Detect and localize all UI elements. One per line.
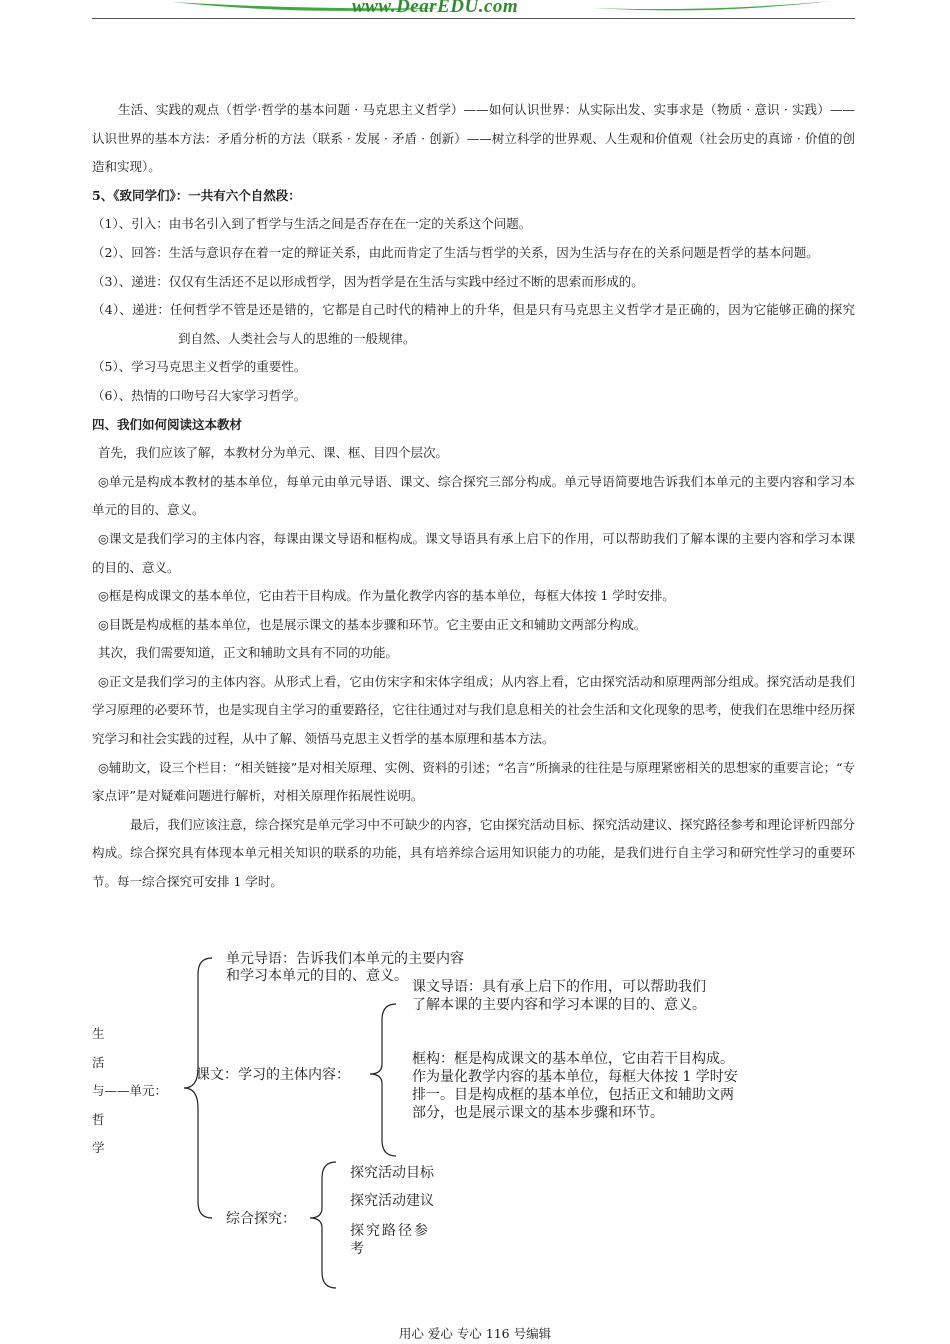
paragraph: ◎目既是构成框的基本单位，也是展示课文的基本步骤和环节。它主要由正文和辅助文两部分构成。 [98, 616, 647, 632]
list-item: （3）、递进：仅仅有生活还不足以形成哲学，因为哲学是在生活与实践中经过不断的思索而形成的。 [92, 273, 644, 289]
list-item: （2）、回答：生活与意识存在着一定的辩证关系，由此而肯定了生活与哲学的关系，因为生活与存在的关系问题是哲学的基本问题。 [92, 244, 819, 260]
frame-line: 框构：框是构成课文的基本单位，它由若干目构成。 [412, 1051, 734, 1067]
explore-brace [310, 1162, 336, 1288]
site-logo: www.DearEDU.com [352, 0, 519, 17]
lesson-label: 课文：学习的主体内容： [196, 1067, 350, 1083]
root-char: 学 [92, 1140, 105, 1156]
list-item: （4）、递进：任何哲学不管是还是错的，它都是自己时代的精神上的升华，但是只有马克思主义哲学才是正确的，因为它能够正确的探究到自然、人类社会与人的思维的一般规律。 [92, 302, 855, 346]
paragraph: 首先，我们应该了解，本教材分为单元、课、框、目四个层次。 [98, 445, 449, 461]
unit-intro-line: 和学习本单元的目的、意义。 [226, 968, 408, 984]
page-footer: 用心 爱心 专心 116 号编辑 [398, 1326, 552, 1341]
section-heading: 四、我们如何阅读这本教材 [92, 416, 243, 432]
explore-item: 探究活动建议 [350, 1193, 434, 1209]
list-item: （6）、热情的口吻号召大家学习哲学。 [92, 387, 307, 403]
header-rule [92, 18, 855, 19]
unit-intro-line: 单元导语：告诉我们本单元的主要内容 [226, 951, 464, 967]
page-header [92, 0, 855, 20]
paragraph: ◎单元是构成本教材的基本单位，每单元由单元导语、课文、综合探究三部分构成。单元导语简要地告诉我们本单元的主要内容和学习本单元的目的、意义。 [92, 473, 855, 518]
root-char: 活 [92, 1054, 105, 1070]
main-brace [184, 958, 212, 1218]
lesson-intro-line: 课文导语：具有承上启下的作用，可以帮助我们 [412, 979, 706, 995]
root-char: 哲 [92, 1111, 105, 1127]
document-body [92, 96, 855, 897]
structure-diagram [0, 940, 950, 1300]
paragraph: ◎辅助文，设三个栏目：“相关链接”是对相关原理、实例、资料的引述；“名言”所摘录的往往是与原理紧密相关的思想家的重要言论；“专家点评”是对疑难问题进行解析，对相关原理作拓展性说明。 [92, 759, 855, 804]
frame-line: 部分，也是展示课文的基本步骤和环节。 [412, 1105, 664, 1121]
lesson-intro-line: 了解本课的主要内容和学习本课的目的、意义。 [412, 997, 706, 1013]
frame-line: 作为量化教学内容的基本单位，每框大体按 1 学时安 [412, 1069, 738, 1085]
paragraph: ◎课文是我们学习的主体内容，每课由课文导语和框构成。课文导语具有承上启下的作用，可以帮助我们了解本课的主要内容和学习本课的目的、意义。 [92, 530, 855, 575]
frame-line: 排一。目是构成框的基本单位，包括正文和辅助文两 [412, 1087, 734, 1103]
section-heading: 5、《致同学们》：一共有六个自然段： [92, 187, 301, 203]
paragraph: ◎正文是我们学习的主体内容。从形式上看，它由仿宋字和宋体字组成；从内容上看，它由探究活动和原理两部分组成。探究活动是我们学习原理的必要环节，也是实现自主学习的重要路径，它往往通过对与我们息息相关的社会生活和文化现象的思考，使我们在思维中经历探究学习和社会实践的过程，从中了解、领悟马克思主义哲学的基本原理和基本方法。 [92, 673, 855, 747]
paragraph: ◎框是构成课文的基本单位，它由若干目构成。作为量化教学内容的基本单位，每框大体按 1 学时安排。 [98, 588, 675, 604]
list-item: （1）、引入：由书名引入到了哲学与生活之间是否存在在一定的关系这个问题。 [92, 216, 532, 232]
list-item: （5）、学习马克思主义哲学的重要性。 [92, 359, 307, 375]
paragraph: 生活、实践的观点（哲学·哲学的基本问题 · 马克思主义哲学）——如何认识世界：从实际出发、实事求是（物质 · 意识 · 实践）——认识世界的基本方法：矛盾分析的方法（联系 · 发展 · 矛盾 · 创新）——树立科学的世界观、人生观和价值观（社会历史的真谛 · 价值的创造和实现）。 [92, 102, 855, 175]
explore-item: 考 [350, 1241, 364, 1257]
paragraph: 其次，我们需要知道，正文和辅助文具有不同的功能。 [98, 645, 399, 661]
leaf-decoration-right-icon [592, 0, 832, 14]
paragraph: 最后，我们应该注意，综合探究是单元学习中不可缺少的内容，它由探究活动目标、探究活动建议、探究路径参考和理论评析四部分构成。综合探究具有体现本单元相关知识的联系的功能，具有培养综合运用知识能力的功能，是我们进行自主学习和研究性学习的重要环节。每一综合探究可安排 1 学时。 [92, 816, 856, 890]
explore-item: 探究活动目标 [350, 1165, 434, 1181]
lesson-brace [370, 1004, 396, 1156]
explore-label: 综合探究： [226, 1211, 296, 1227]
root-char: 与——单元： [92, 1083, 168, 1099]
root-char: 生 [92, 1026, 105, 1041]
explore-item: 探究路径参 [350, 1223, 430, 1239]
